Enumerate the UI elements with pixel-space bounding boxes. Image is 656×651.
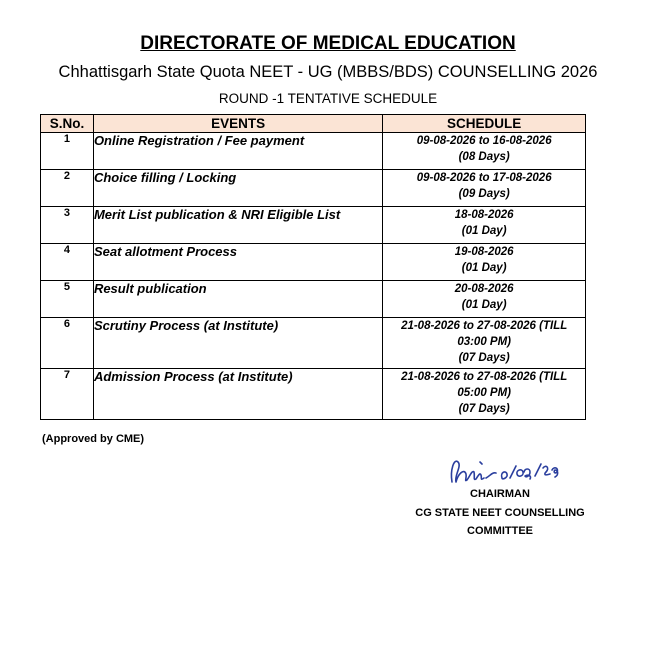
schedule-dates: 21-08-2026 to 27-08-2026 (TILL (401, 371, 568, 383)
row-event: Merit List publication & NRI Eligible List (93, 207, 382, 244)
schedule-dates: 20-08-2026 (454, 283, 514, 295)
schedule-dates: 09-08-2026 to 16-08-2026 (416, 135, 552, 147)
schedule-duration: (07 Days) (458, 403, 510, 415)
schedule-duration: (09 Days) (458, 188, 510, 200)
row-sno: 4 (41, 244, 94, 281)
row-event: Seat allotment Process (93, 244, 382, 281)
signatory-title: CHAIRMAN (470, 488, 530, 500)
row-schedule (383, 133, 586, 170)
table-row (41, 281, 586, 318)
row-sno: 5 (41, 281, 94, 318)
row-event: Result publication (93, 281, 382, 318)
header-schedule: SCHEDULE (383, 115, 586, 133)
row-sno: 2 (41, 170, 94, 207)
schedule-dates: 18-08-2026 (454, 209, 514, 221)
schedule-dates: 21-08-2026 to 27-08-2026 (TILL (401, 320, 568, 332)
row-schedule (383, 318, 586, 369)
header-events: EVENTS (93, 115, 382, 133)
row-schedule (383, 207, 586, 244)
page-title: DIRECTORATE OF MEDICAL EDUCATION (140, 33, 516, 54)
schedule-duration: (08 Days) (458, 151, 510, 163)
round-heading: ROUND -1 TENTATIVE SCHEDULE (218, 91, 438, 106)
schedule-duration: (01 Day) (461, 299, 507, 311)
row-event: Admission Process (at Institute) (93, 369, 382, 420)
row-schedule (383, 244, 586, 281)
signatory-committee-line2: COMMITTEE (467, 525, 533, 537)
schedule-duration: (01 Day) (461, 262, 507, 274)
row-event: Choice filling / Locking (93, 170, 382, 207)
row-sno: 6 (41, 318, 94, 369)
row-event: Scrutiny Process (at Institute) (93, 318, 382, 369)
schedule-time: 05:00 PM) (457, 387, 511, 399)
schedule-dates: 09-08-2026 to 17-08-2026 (416, 172, 552, 184)
row-sno: 3 (41, 207, 94, 244)
schedule-time: 03:00 PM) (457, 336, 511, 348)
row-schedule (383, 281, 586, 318)
schedule-duration: (07 Days) (458, 352, 510, 364)
table-row (41, 207, 586, 244)
table-row (41, 133, 586, 170)
header-sno: S.No. (41, 115, 94, 133)
signatory-committee-line1: CG STATE NEET COUNSELLING (415, 507, 585, 519)
table-row (41, 170, 586, 207)
row-schedule (383, 369, 586, 420)
approved-note: (Approved by CME) (42, 433, 145, 445)
page-subtitle: Chhattisgarh State Quota NEET - UG (MBBS/BDS) COUNSELLING 2026 (58, 63, 598, 81)
row-sno: 7 (41, 369, 94, 420)
schedule-dates: 19-08-2026 (454, 246, 514, 258)
table-row (41, 369, 586, 420)
table-row (41, 318, 586, 369)
table-row (41, 244, 586, 281)
row-event: Online Registration / Fee payment (93, 133, 382, 170)
schedule-table (40, 114, 586, 420)
schedule-duration: (01 Day) (461, 225, 507, 237)
row-schedule (383, 170, 586, 207)
table-header-row (41, 115, 586, 133)
row-sno: 1 (41, 133, 94, 170)
